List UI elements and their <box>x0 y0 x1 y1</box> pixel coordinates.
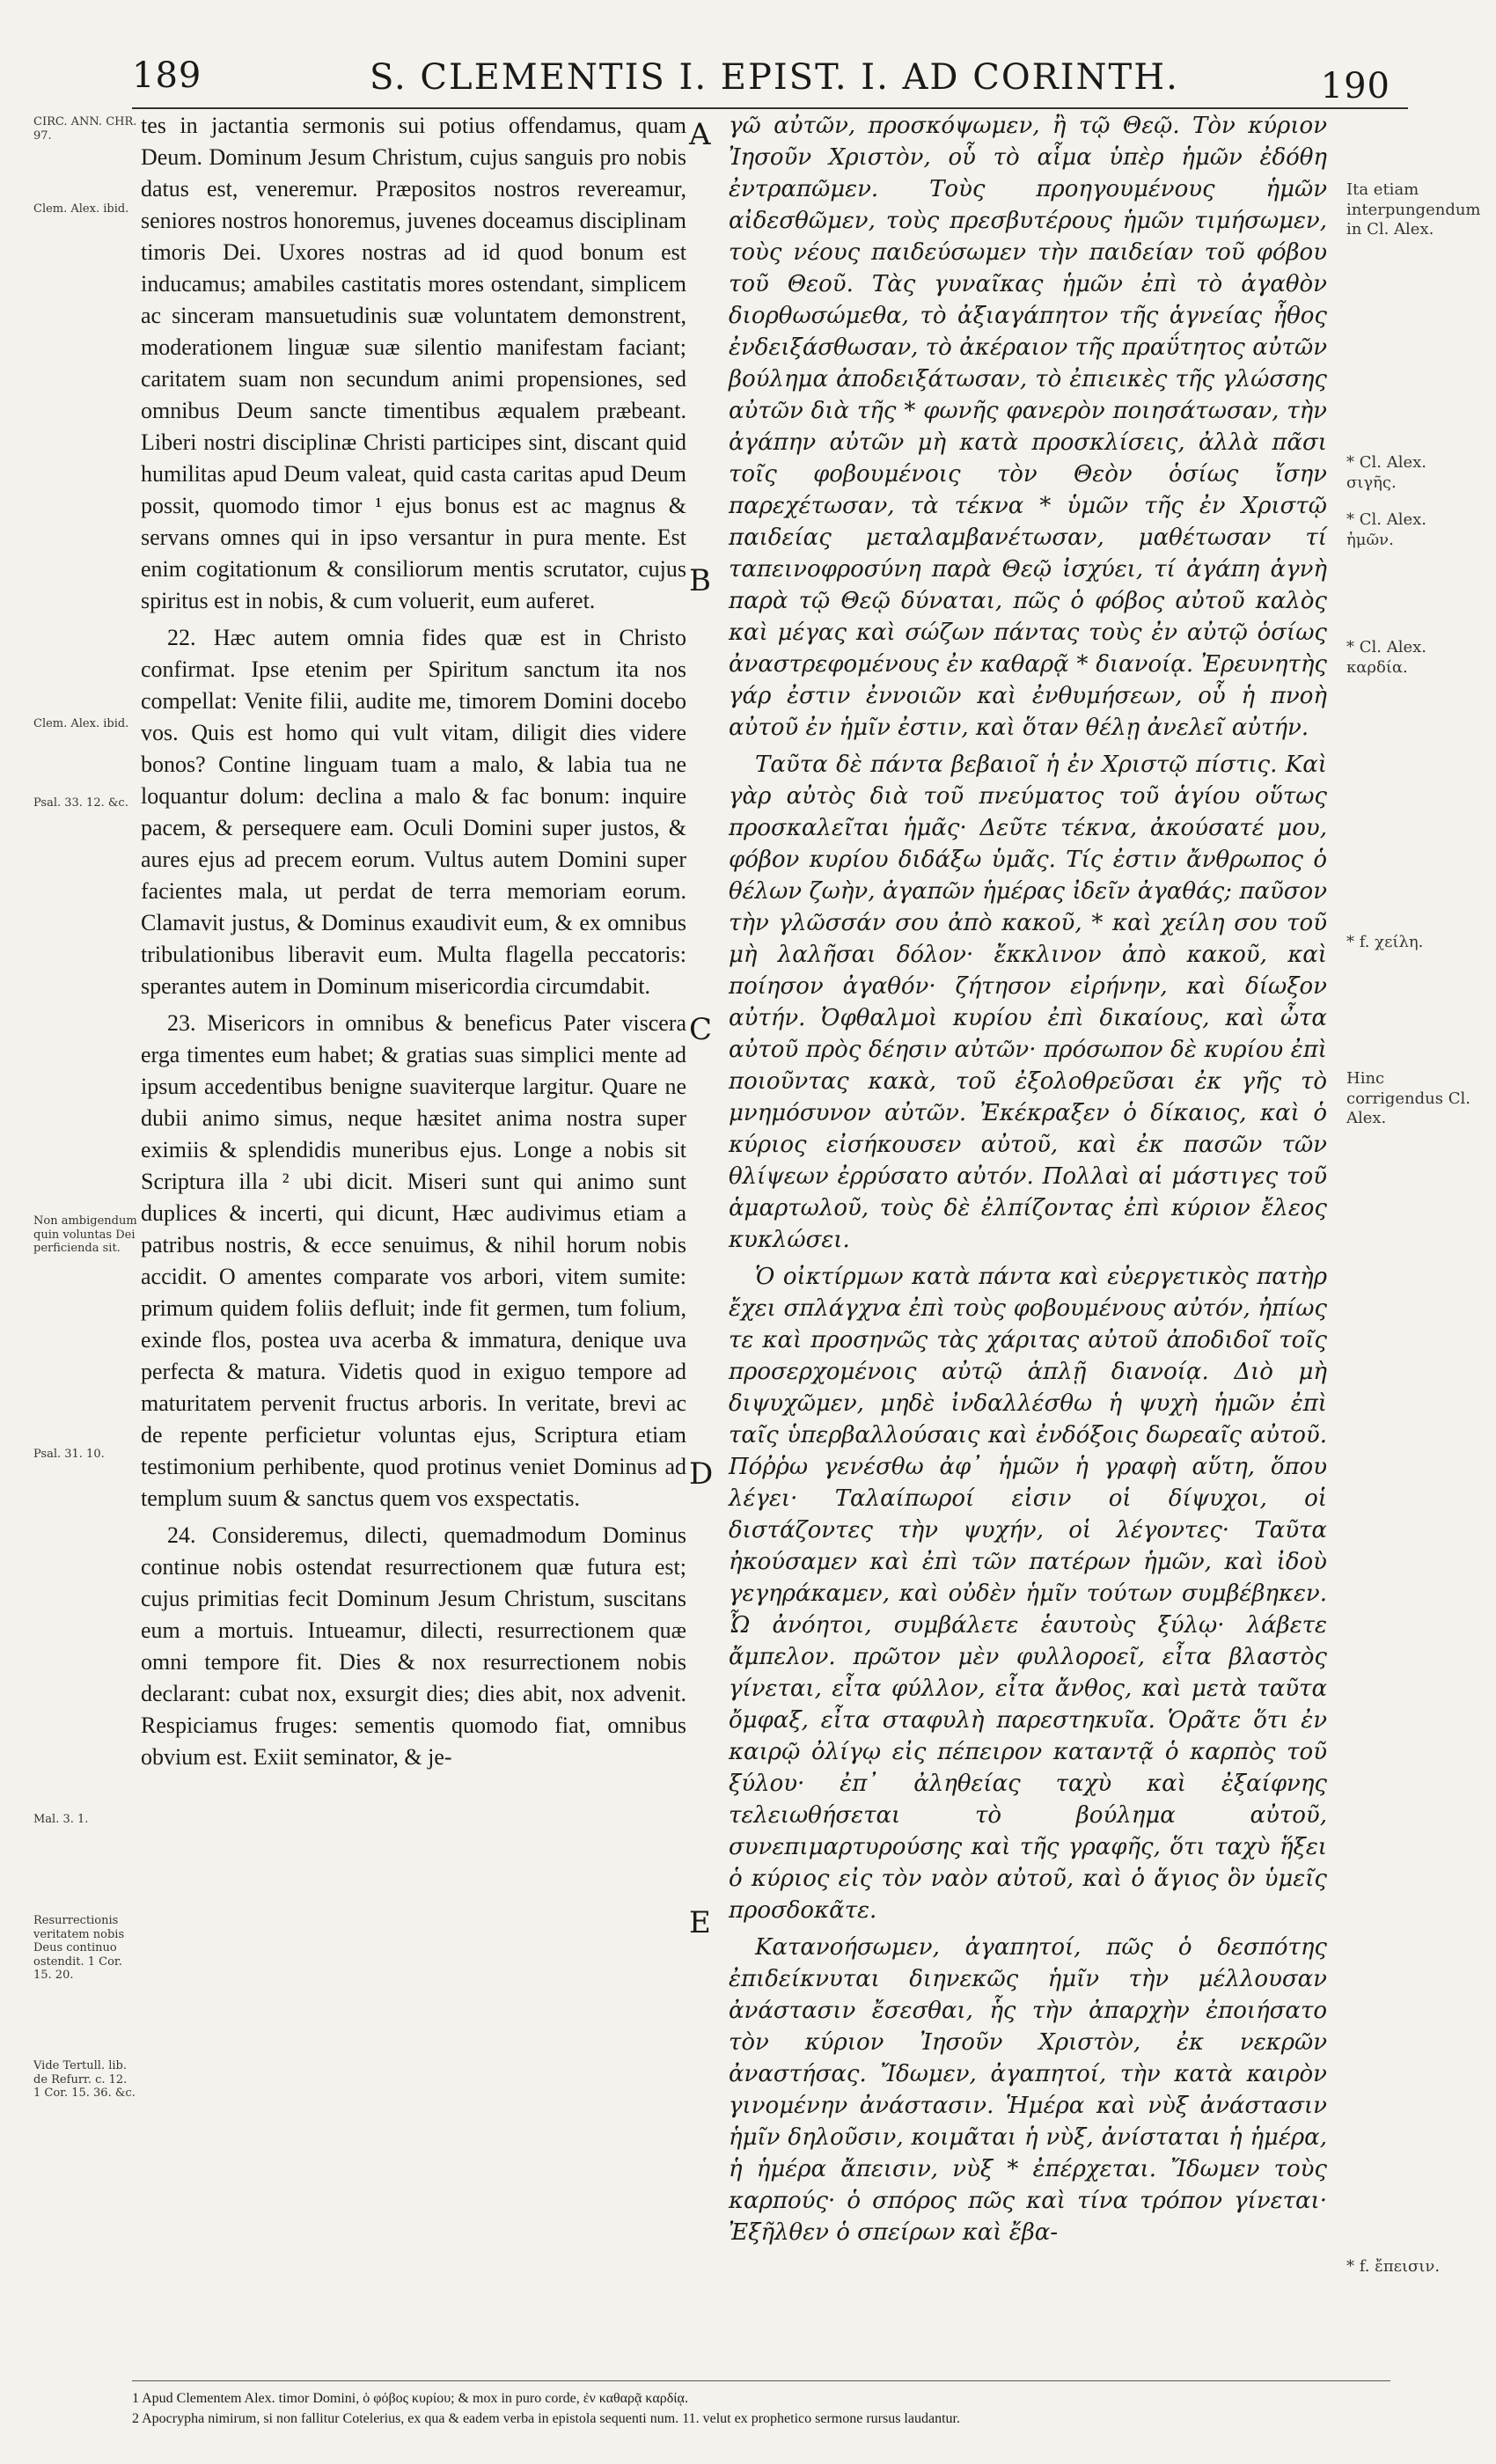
margin-note: Psal. 31. 10. <box>33 1448 105 1461</box>
page-number-left: 189 <box>132 55 202 96</box>
footnote: 2 Apocrypha nimirum, si non fallitur Cotelerius, ex qua & eadem verba in epistola sequenti num. 11. velut ex prophetico sermone rursus laudantur. <box>132 2411 960 2426</box>
margin-note: Hinc corrigendus Cl. Alex. <box>1346 1069 1470 1127</box>
latin-paragraph: tes in jactantia sermonis sui potius offendamus, quam Deum. Dominum Jesum Christum, cujus sanguis pro nobis datus est, veneremur. Præpositos nostros revereamur, seniores nostros honoremus, juvenes doceamus disciplinam timoris Dei. Uxores nostras ad id quod bonum est inducamus; amabiles castitatis mores ostendant, simplicem ac sinceram mansuetudinis suæ voluntatem demonstrent, moderationem linguæ suæ silentio manifestam faciant; caritatem suam non secundum animi propensiones, sed omnibus Deum sancte timentibus æqualem præbeant. Liberi nostri disciplinæ Christi participes sint, discant quid humilitas apud Deum valeat, quid casta caritas apud Deum possit, quomodo timor ¹ ejus bonus est ac magnus & servans omnes qui in ipso versantur in pura mente. Est enim cogitationum & consiliorum mentis scrutator, cujus spiritus est in nobis, & cum voluerit, eum auferet. <box>141 113 686 613</box>
margin-note: CIRC. ANN. CHR. 97. <box>33 115 137 143</box>
header-rule <box>132 107 1408 109</box>
footnotes <box>132 2389 1346 2430</box>
greek-paragraph: Κατανοήσωμεν, ἀγαπητοί, πῶς ὁ δεσπότης ἐπιδείκνυται διηνεκῶς ἡμῖν τὴν μέλλουσαν ἀνάστασιν ἔσεσθαι, ἧς τὴν ἀπαρχὴν ἐποιήσατο τὸν κύριον Ἰησοῦν Χριστὸν, ἐκ νεκρῶν ἀναστήσας. Ἴδωμεν, ἀγαπητοί, τὴν κατὰ καιρὸν γινομένην ἀνάστασιν. Ἡμέρα καὶ νὺξ ἀνάστασιν ἡμῖν δηλοῦσιν, κοιμᾶται ἡ νὺξ, ἀνίσταται ἡ ἡμέρα, ἡ ἡμέρα ἄπεισιν, νὺξ * ἐπέρχεται. Ἴδωμεν τοὺς καρπούς· ὁ σπόρος πῶς καὶ τίνα τρόπον γίνεται· Ἐξῆλθεν ὁ σπείρων καὶ ἔβα- <box>729 1934 1327 2246</box>
running-header <box>132 48 1417 110</box>
greek-paragraph: γῶ αὐτῶν, προσκόψωμεν, ἢ τῷ Θεῷ. Τὸν κύριον Ἰησοῦν Χριστὸν, οὗ τὸ αἷμα ὑπὲρ ἡμῶν ἐδόθη ἐντραπῶμεν. Τοὺς προηγουμένους ἡμῶν αἰδεσθῶμεν, τοὺς πρεσβυτέρους ἡμῶν τιμήσωμεν, τοὺς νέους παιδεύσωμεν τὴν παιδείαν τοῦ φόβου τοῦ Θεοῦ. Τὰς γυναῖκας ἡμῶν ἐπὶ τὸ ἀγαθὸν διορθωσώμεθα, τὸ ἀξιαγάπητον τῆς ἁγνείας ἦθος ἐνδειξάσθωσαν, τὸ ἀκέραιον τῆς πραΰτητος αὐτῶν βούλημα ἀποδειξάτωσαν, τὸ ἐπιεικὲς τῆς γλώσσης αὐτῶν διὰ τῆς * φωνῆς φανερὸν ποιησάτωσαν, τὴν ἀγάπην αὐτῶν μὴ κατὰ προσκλίσεις, ἀλλὰ πᾶσι τοῖς φοβουμένοις τὸν Θεὸν ὁσίως ἴσην παρεχέτωσαν, τὰ τέκνα * ὑμῶν τῆς ἐν Χριστῷ παιδείας μεταλαμβανέτωσαν, μαθέτωσαν τί ταπεινοφροσύνη παρὰ Θεῷ ἰσχύει, τί ἀγάπη ἁγνὴ παρὰ τῷ Θεῷ δύναται, πῶς ὁ φόβος αὐτοῦ καλὸς καὶ μέγας καὶ σώζων πάντας τοὺς ἐν αὐτῷ ὁσίως ἀναστρεφομένους ἐν καθαρᾷ * διανοίᾳ. Ἐρευνητὴς γάρ ἐστιν ἐννοιῶν καὶ ἐνθυμήσεων, οὗ ἡ πνοὴ αὐτοῦ ἐν ἡμῖν ἐστιν, καὶ ὅταν θέλῃ ἀνελεῖ αὐτήν. <box>729 113 1327 741</box>
margin-note: Resurrectionis veritatem nobis Deus continuo ostendit. 1 Cor. 15. 20. <box>33 1914 125 1983</box>
margin-note: * f. χείλη. <box>1346 933 1424 951</box>
section-letter: E <box>689 1905 711 1940</box>
margin-note: * Cl. Alex. καρδία. <box>1346 638 1426 677</box>
footnote: 1 Apud Clementem Alex. timor Domini, ὁ φόβος κυρίου; & mox in puro corde, ἐν καθαρᾷ καρδίᾳ. <box>132 2391 688 2406</box>
greek-paragraph: Ὁ οἰκτίρμων κατὰ πάντα καὶ εὐεργετικὸς πατὴρ ἔχει σπλάγχνα ἐπὶ τοὺς φοβουμένους αὐτόν, ἠπίως τε καὶ προσηνῶς τὰς χάριτας αὐτοῦ ἀποδιδοῖ τοῖς προσερχομένοις αὐτῷ ἁπλῇ διανοίᾳ. Διὸ μὴ διψυχῶμεν, μηδὲ ἰνδαλλέσθω ἡ ψυχὴ ἡμῶν ἐπὶ ταῖς ὑπερβαλλούσαις καὶ ἐνδόξοις δωρεαῖς αὐτοῦ. Πόῤῥω γενέσθω ἀφ᾽ ἡμῶν ἡ γραφὴ αὕτη, ὅπου λέγει· Ταλαίπωροί εἰσιν οἱ δίψυχοι, οἱ διστάζοντες τὴν ψυχήν, οἱ λέγοντες· Ταῦτα ἠκούσαμεν καὶ ἐπὶ τῶν πατέρων ἡμῶν, καὶ ἰδοὺ γεγηράκαμεν, καὶ οὐδὲν ἡμῖν τούτων συμβέβηκεν. Ὦ ἀνόητοι, συμβάλετε ἑαυτοὺς ξύλῳ· λάβετε ἄμπελον. πρῶτον μὲν φυλλοροεῖ, εἶτα βλαστὸς γίνεται, εἶτα φύλλον, εἶτα ἄνθος, καὶ μετὰ ταῦτα ὄμφαξ, εἶτα σταφυλὴ παρεστηκυῖα. Ὁρᾶτε ὅτι ἐν καιρῷ ὀλίγῳ εἰς πέπειρον καταντᾷ ὁ καρπὸς τοῦ ξύλου· ἐπ᾽ ἀληθείας ταχὺ καὶ ἐξαίφνης τελειωθήσεται τὸ βούλημα αὐτοῦ, συνεπιμαρτυρούσης καὶ τῆς γραφῆς, ὅτι ταχὺ ἥξει ὁ κύριος εἰς τὸν ναὸν αὐτοῦ, καὶ ὁ ἅγιος ὃν ὑμεῖς προσδοκᾶτε. <box>729 1264 1327 1924</box>
latin-column <box>141 110 686 1778</box>
latin-paragraph: 24. Consideremus, dilecti, quemadmodum Dominus continue nobis ostendat resurrectionem quæ futura est; cujus primitias fecit Dominum Jesum Christum, suscitans eum a mortuis. Intueamur, dilecti, resurrectionem quæ omni tempore fit. Dies & nox resurrectionem nobis declarant: cubat nox, exsurgit dies; dies abit, nox advenit. Respiciamus fruges: sementis quomodo fiat, omnibus obvium est. Exiit seminator, & je- <box>141 1522 686 1770</box>
section-letter: B <box>689 563 711 598</box>
greek-paragraph: Ταῦτα δὲ πάντα βεβαιοῖ ἡ ἐν Χριστῷ πίστις. Καὶ γὰρ αὐτὸς διὰ τοῦ πνεύματος τοῦ ἁγίου οὕτως προσκαλεῖται ἡμᾶς· Δεῦτε τέκνα, ἀκούσατέ μου, φόβον κυρίου διδάξω ὑμᾶς. Τίς ἐστιν ἄνθρωπος ὁ θέλων ζωὴν, ἀγαπῶν ἡμέρας ἰδεῖν ἀγαθάς; παῦσον τὴν γλῶσσάν σου ἀπὸ κακοῦ, * καὶ χείλη σου τοῦ μὴ λαλῆσαι δόλον· ἔκκλινον ἀπὸ κακοῦ, καὶ ποίησον ἀγαθόν· ζήτησον εἰρήνην, καὶ δίωξον αὐτήν. Ὀφθαλμοὶ κυρίου ἐπὶ δικαίους, καὶ ὦτα αὐτοῦ πρὸς δέησιν αὐτῶν· πρόσωπον δὲ κυρίου ἐπὶ ποιοῦντας κακὰ, τοῦ ἐξολοθρεῦσαι ἐκ γῆς τὸ μνημόσυνον αὐτῶν. Ἐκέκραξεν ὁ δίκαιος, καὶ ὁ κύριος εἰσήκουσεν αὐτοῦ, καὶ ἐκ πασῶν τῶν θλίψεων ἐρρύσατο αὐτόν. Πολλαὶ αἱ μάστιγες τοῦ ἁμαρτωλοῦ, τοὺς δὲ ἐλπίζοντας ἐπὶ κύριον ἔλεος κυκλώσει. <box>729 752 1327 1253</box>
greek-column <box>729 110 1327 2254</box>
section-letter: C <box>689 1012 713 1047</box>
running-title: S. CLEMENTIS I. EPIST. I. AD CORINTH. <box>370 57 1179 98</box>
section-letter: A <box>689 117 711 152</box>
margin-note: * Cl. Alex. ἡμῶν. <box>1346 510 1426 549</box>
margin-note: * Cl. Alex. σιγῆς. <box>1346 453 1426 492</box>
margin-note: Mal. 3. 1. <box>33 1813 89 1826</box>
margin-note: Clem. Alex. ibid. <box>33 717 129 730</box>
latin-paragraph: 23. Misericors in omnibus & beneficus Pater viscera erga timentes eum habet; & gratias suas simplici mente ad ipsum accedentibus benigne suaviterque largitur. Quare ne dubii animo simus, neque hæsitet anima nostra super eximiis & splendidis muneribus ejus. Longe a nobis sit Scriptura illa ² ubi dicit. Miseri sunt qui animo sunt duplices & incerti, qui dicunt, Hæc audivimus etiam a patribus nostris, & ecce senuimus, & nihil horum nobis accidit. O amentes comparate vos arbori, vitem sumite: primum quidem foliis defluit; inde fit germen, tum folium, exinde flos, postea uva acerba & immatura, denique uva perfecta & matura. Videtis quod in exiguo tempore ad maturitatem pervenit fructus arboris. In veritate, brevi ac de repente perficietur voluntas ejus, Scriptura etiam testimonium perhibente, quod protinus veniet Dominus ad templum suum & sanctus quem vos exspectatis. <box>141 1010 686 1511</box>
section-letter: D <box>689 1456 714 1492</box>
margin-note: Psal. 33. 12. &c. <box>33 796 128 810</box>
margin-note: Ita etiam interpungendum in Cl. Alex. <box>1346 180 1481 238</box>
margin-note: Vide Tertull. lib. de Refurr. c. 12. 1 Cor. 15. 36. &c. <box>33 2059 136 2101</box>
latin-paragraph: 22. Hæc autem omnia fides quæ est in Christo confirmat. Ipse etenim per Spiritum sanctum ita nos compellat: Venite filii, audite me, timorem Domini docebo vos. Quis est homo qui vult vitam, diligit dies videre bonos? Contine linguam tuam a malo, & labia tua ne loquantur dolum: declina a malo & fac bonum: inquire pacem, & persequere eam. Oculi Domini super justos, & aures ejus ad precem eorum. Vultus autem Domini super facientes mala, ut perdat de terra memoriam eorum. Clamavit justus, & Dominus exaudivit eum, & ex omnibus tribulationibus liberavit eum. Multa flagella peccatoris: sperantes autem in Dominum misericordia circumdabit. <box>141 625 686 999</box>
margin-note: Non ambigendum quin voluntas Dei perficienda sit. <box>33 1214 137 1256</box>
margin-note: * f. ἔπεισιν. <box>1346 2257 1441 2276</box>
page-number-right: 190 <box>1320 66 1390 106</box>
footnote-rule <box>132 2380 1390 2381</box>
margin-note: Clem. Alex. ibid. <box>33 202 129 216</box>
